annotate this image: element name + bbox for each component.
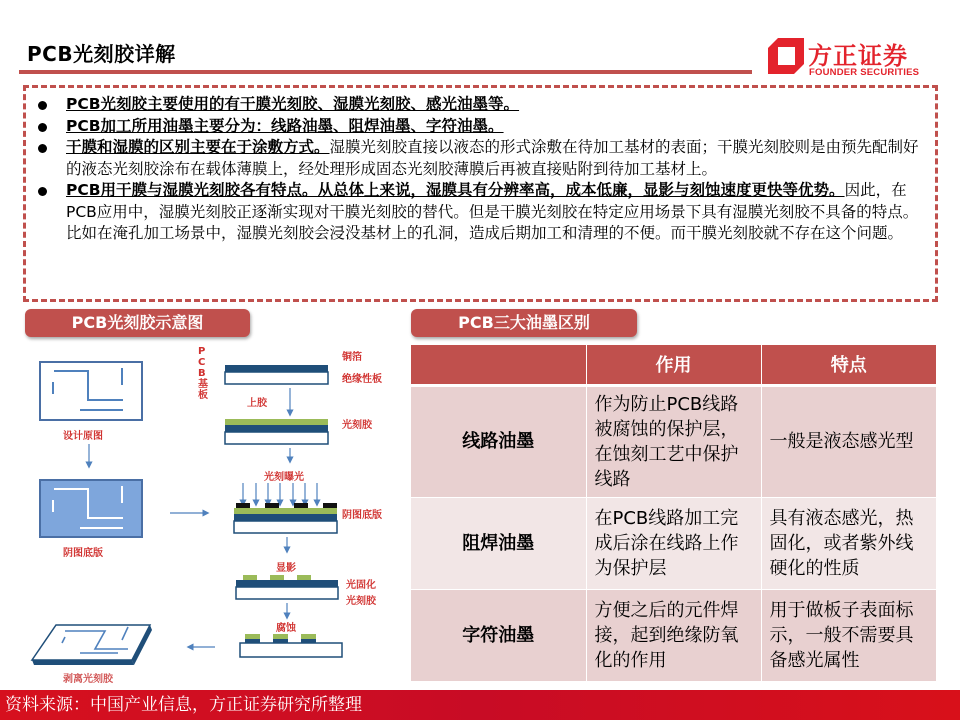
ink-name: 阻焊油墨 bbox=[411, 497, 586, 589]
ink-feature: 一般是液态感光型 bbox=[761, 385, 937, 497]
label-cured-1: 光固化 bbox=[346, 580, 376, 591]
summary-bullet bbox=[38, 116, 921, 138]
bullet-bold-text: PCB用干膜与湿膜光刻胶各有特点。从总体上来说，湿膜具有分辨率高，成本低廉，显影与刻蚀速度更快等优势。 bbox=[66, 181, 845, 199]
ink-function: 作为防止PCB线路被腐蚀的保护层，在蚀刻工艺中保护线路 bbox=[586, 385, 761, 497]
table-section-title: PCB三大油墨区别 bbox=[411, 309, 637, 337]
ink-feature: 具有液态感光，热固化，或者紫外线硬化的性质 bbox=[761, 497, 937, 589]
title-divider bbox=[19, 70, 752, 74]
label-exposure: 光刻曝光 bbox=[264, 472, 304, 483]
summary-box bbox=[23, 85, 938, 302]
header-feature: 特点 bbox=[761, 345, 937, 385]
summary-bullet bbox=[38, 94, 921, 116]
ink-name: 字符油墨 bbox=[411, 589, 586, 681]
ink-name: 线路油墨 bbox=[411, 385, 586, 497]
label-design: 设计原图 bbox=[63, 431, 103, 442]
bullet-bold-text: PCB光刻胶主要使用的有干膜光刻胶、湿膜光刻胶、感光油墨等。 bbox=[66, 95, 520, 113]
table-row bbox=[411, 385, 937, 497]
label-strip: 剥离光刻胶 bbox=[63, 674, 113, 685]
ink-feature: 用于做板子表面标示，一般不需要具备感光属性 bbox=[761, 589, 937, 681]
bullet-bold-text: 干膜和湿膜的区别主要在于涂敷方式。 bbox=[66, 138, 330, 156]
logo-mark-icon bbox=[768, 38, 804, 74]
table-row bbox=[411, 497, 937, 589]
label-photoresist: 光刻胶 bbox=[342, 420, 372, 431]
ink-comparison-table bbox=[411, 345, 937, 682]
photoresist-diagram bbox=[10, 340, 390, 685]
bullet-text: 湿膜光刻胶直接以液态的形式涂敷在待加工基材的表面；干膜光刻胶则是由预先配制好的液态光刻胶涂布在载体薄膜上，经处理形成固态光刻胶薄膜后再被直接贴附到待加工基材上。 bbox=[66, 138, 919, 178]
ink-function: 在PCB线路加工完成后涂在线路上作为保护层 bbox=[586, 497, 761, 589]
header-function: 作用 bbox=[586, 345, 761, 385]
label-develop: 显影 bbox=[276, 563, 296, 574]
label-etch: 腐蚀 bbox=[276, 623, 296, 634]
company-logo bbox=[768, 36, 948, 80]
label-cured-2: 光刻胶 bbox=[346, 596, 376, 607]
bullet-text: 因此，在PCB应用中，湿膜光刻胶正逐渐实现对干膜光刻胶的替代。但是干膜光刻胶在特定应用场景下具有湿膜光刻胶不具备的特点。比如在淹孔加工场景中，湿膜光刻胶会浸没基材上的孔洞，造成后期加工和清理的不便。而干膜光刻胶就不存在这个问题。 bbox=[66, 181, 919, 242]
label-negative-mask: 阴图底版 bbox=[342, 510, 382, 521]
table-header-row bbox=[411, 345, 937, 385]
header-blank bbox=[411, 345, 586, 385]
label-pcb-substrate: P C B 基 板 bbox=[198, 346, 208, 401]
logo-text-cn: 方正证券 bbox=[808, 42, 908, 70]
ink-function: 方便之后的元件焊接，起到绝缘防氧化的作用 bbox=[586, 589, 761, 681]
source-footer: 资料来源：中国产业信息，方正证券研究所整理 bbox=[0, 690, 960, 720]
label-copper: 铜箔 bbox=[342, 352, 362, 363]
label-coat: 上胶 bbox=[247, 398, 267, 409]
summary-bullet bbox=[38, 180, 921, 245]
label-negative: 阴图底版 bbox=[63, 548, 103, 559]
bullet-bold-text: PCB加工所用油墨主要分为：线路油墨、阻焊油墨、字符油墨。 bbox=[66, 116, 504, 135]
table-row bbox=[411, 589, 937, 681]
logo-text-en: FOUNDER SECURITIES bbox=[809, 67, 920, 78]
summary-bullet bbox=[38, 137, 921, 180]
label-insulator: 绝缘性板 bbox=[342, 374, 382, 385]
diagram-section-title: PCB光刻胶示意图 bbox=[25, 309, 250, 337]
page-title: PCB光刻胶详解 bbox=[27, 42, 176, 66]
